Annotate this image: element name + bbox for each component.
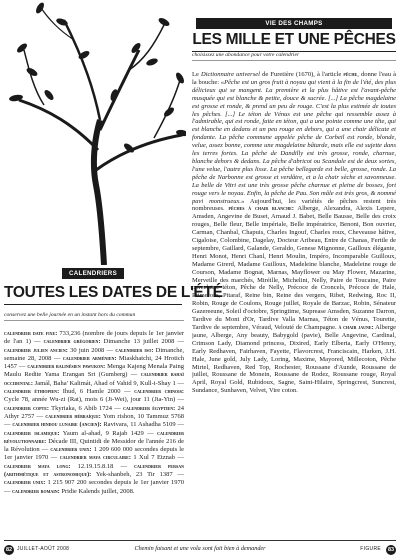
body-text: 733,236 (nombre de jours depuis le 1er janvier de l'an 1) — <box>4 330 184 346</box>
body-label: calendrier iso: <box>115 346 154 354</box>
body-text: Décade III, Quintidi de Messidor de l'année 216 de la Révolution — <box>4 437 184 454</box>
body-label: calendrier maya circulaire: <box>59 454 131 462</box>
section-tag: VIE DES CHAMPS <box>196 18 392 29</box>
body-label: pêche <box>343 71 358 78</box>
body-label: calendrier maya long: <box>4 462 71 470</box>
article-subtitle: conservez une belle journée en un instant hors du commun <box>4 312 184 321</box>
left-column <box>4 0 223 540</box>
body-text: Dimanche 13 juillet 2008 — <box>100 338 184 346</box>
body-label: calendrier éthiopien: <box>4 388 60 396</box>
body-label: calendrier arménien: <box>62 354 117 362</box>
body-text: Dimanche, semaine 28, 2008 — <box>4 346 184 362</box>
article-body <box>4 330 184 496</box>
body-text: Pridie Kalends juillet, 2008. <box>59 487 135 495</box>
body-label: calendrier romain: <box>12 487 60 495</box>
body-text: Yek-shanbeh, 23 Tir 1387 — <box>91 471 185 479</box>
body-label: calendrier julien ancien: <box>4 346 68 354</box>
page-footer <box>0 540 400 559</box>
right-column <box>192 0 396 540</box>
body-text: Jamál, Baha' Kalimát, Ahad of Vahid 9, Kull-i-Shay 1 — <box>32 379 184 387</box>
body-label: calendrier balinésien pawukon: <box>27 363 106 371</box>
body-text: Menga Kajeng Menala Paing Maulu Redite Yama Erangan Sri (Gumberg) — <box>4 363 184 379</box>
body-label: à chair jaune: <box>338 324 374 331</box>
body-text: Yaum al-ahad, 9 Rajab 1429 — <box>59 429 158 437</box>
section-tag: CALENDRIERS <box>62 268 124 279</box>
body-text: Cycle 78, année Wu-zi (Rat), mois 6 (Ji-Wei), jour 11 (Jia-Yin) — <box>4 396 184 404</box>
body-text: 1 Xul 7 Etznab — <box>130 454 184 462</box>
body-label: calendrier unix: <box>4 479 46 487</box>
body-label: calendrier révolutionnaire: <box>4 429 185 445</box>
body-text: Alberge, Alexandra, Alexis Lepere, Amsden, Angevine de Buset, Arnaud J. Babet, Belle Bausse, Belle des croix rouges, Belle fleur, Belle impériale, Belle impératrice, Benoni, Bon ouvrier, Carman, Chanbal, Chapuis, Charles Ingouf, Charles roux, Cheveause hâtive, Cigaloise, Colombine, Dagelay, Docteur Aribeau, Entre de Chanas, Fertile de septembre, Gaillard, Galande, Geraldo, Genese Mignonne, Gailloux élégante, Henri Monot, Henri Chanl, Henri Moulin, Impéro, Incomparable Guilloux, Madame Girerd, Madame Guilloux, Madeleine blanche, Madeleine rouge de Courson, Madame Bognat, Marnas, Mayflower ou May Flower, Mazarine, Merveille des marchés, Miréille, Michelini, Nelly, Paire de Toucaine, Paire porcelaine téton, Pêche de Nelly, Précoce de Croncels, Précoce de Hale, Primerose, Pitaraf, Reine bin, Reine des vergers, Ribet, Redwing, Roc II, Robin, Rouge de Coulons, Rouge juillet, Royale de Barzac, Robin, Sénateur Gazereeune, Soleil d'octobre, Springtime, Suprease Amsden, Suzanne Darron, Tardive du Mont d'Or, Tardive Valla Marnas, Téton de Vénus, Tourette, Tardive de septembre, Véraud, Velouté de Champagne. <box>192 205 396 331</box>
article-title: TOUTES LES DATES DE L'ÉTÉ <box>4 284 182 305</box>
body-label: calendrier date fixe: <box>4 330 58 337</box>
body-text: Yom rishon, 10 Tammuz 5768 — <box>4 412 184 429</box>
body-quote: Dictionnaire universel <box>201 71 260 78</box>
body-label: calendrier hindou lunaire (ancien): <box>12 421 102 429</box>
body-text: 1 215 907 200 secondes depuis le 1er janvier 1970 — <box>4 479 184 495</box>
body-label: calendrier persan (arithmétique et astronomique): <box>4 462 184 479</box>
body-label: calendrier unix: <box>50 446 92 454</box>
body-text: Ravivara, 11 Ashadha 5109 — <box>101 421 185 429</box>
body-text: Le <box>192 71 201 78</box>
page-number-left: 82 <box>5 547 13 553</box>
body-text: Miaskhatchi, 24 Hrotich 1457 — <box>4 354 184 371</box>
body-text: de Furetière (1670), à l'article <box>259 71 344 78</box>
tree-illustration <box>4 0 186 265</box>
body-label: calendrier chinois: <box>134 388 184 396</box>
body-label: pêches à chair blanche: <box>228 205 294 213</box>
footer-rule <box>4 540 396 541</box>
body-text: Ihud, 6 Hamle 2000 — <box>59 388 135 396</box>
body-quote: Pêche est un gros fruit à noyau qui vient à la fin de l'été, des plus délicieux qui se mangent. La première et la plus hâtive est l'avant-pêche musquée qui est blanche & petite, douce & sucrée. [...] La pêche magdelaine est grosse et ronde, & prend un peu de rouge. C'est la plus estimée de toutes les pêches. [...] Le téton de Vénus est une pêche qui ressemble assez à l'admirable, qui est ronde, faite en téton, qui a une pointe comme une tête, qui est blanche en dedans et un peu rouge en dehors, qui a une chair délicate et fondante. La pêche commune appelée pêche de Corbeil est ronde, blonde, velue, assez bonne, comme une magdelaine bâtarde, mais elle est sujette dans les terres fortes. La pêche de Dandilly est très grosse, ronde, charnue, blanche dehors & dedans. La pêche d'abricot ou Scandale est de deux sortes, l'une velue, l'autre plus lisse. La pêche bellegarde est belle, grosse, ronde. La pêche de Narbonne est grosse et verdâtre, et a la chair sèche et savonneuse. La belle de Vitri est une très grosse pêche charnue et pleine de bosses, fort rouge vers le noyau. Enfin, la pêche de Pau. Son mâle est très gros, & nommé pavi monstrueux. <box>192 78 396 205</box>
page-number-right: 83 <box>387 547 395 553</box>
body-text: Tkyriaka, 6 Abib 1724 — <box>48 404 124 412</box>
body-text: 1 209 600 000 secondes depuis le 1er janvier 1970 — <box>4 446 184 462</box>
body-label: calendrier copte: <box>4 404 49 412</box>
body-text: » Aujourd'hui, les variétés de pêches restent très nombreuses. <box>192 197 396 213</box>
body-text: , donne l'eau à la bouche: « <box>192 71 396 86</box>
body-label: calendrier bahaï occidental: <box>4 371 184 387</box>
body-text: 24 Athyr 2757 — <box>4 404 184 420</box>
footer-issue: JUILLET-AOÛT 2008 <box>17 546 70 552</box>
body-label: calendrier égyptien: <box>123 404 176 412</box>
body-text: 12.19.15.8.18 — <box>70 462 135 470</box>
article-title: LES MILLE ET UNE PÊCHES <box>192 31 396 52</box>
body-text: Alberge jaune, Alberge, Any beauty, Babygold (pavie), Belle Angevine, Cardinal, Crimson Lady, Diamond princess, Dixired, Early Elberta, Early O'Henry, Early Redhaven, Fairhaven, Fayette, Flavorcrest, Franciscain, Harken, J.H. Hale, June gold, July Lady, Loring, Maxime, Mayored, Millecoton, Pêche Mirtel, Redhaven, Red Top, Rochester, Roussane d'Aunde, Roussane de juillet, Roussane de Monein, Roussane de Rodez, Roussane rouge, Royal April, Royal Gold, Rubidoux, Sagne, Saint-Hilaire, Springcrest, Suncrest, Sundance, Sunhaven, Velvet, Vire coton. <box>192 324 396 395</box>
body-label: calendrier islamique: <box>4 429 60 437</box>
body-label: calendrier grégorien: <box>43 338 101 346</box>
article-body <box>192 71 396 533</box>
footer-motto: Chemin faisant et une vola sont fait bien à demander <box>134 545 266 552</box>
footer-section: FIGURE <box>360 546 381 552</box>
article-subtitle: choisissez une abondance pour votre calendrier <box>192 52 396 61</box>
body-label: calendrier hébraïque: <box>45 412 101 420</box>
body-text: 30 juin 2008 — <box>67 346 116 354</box>
